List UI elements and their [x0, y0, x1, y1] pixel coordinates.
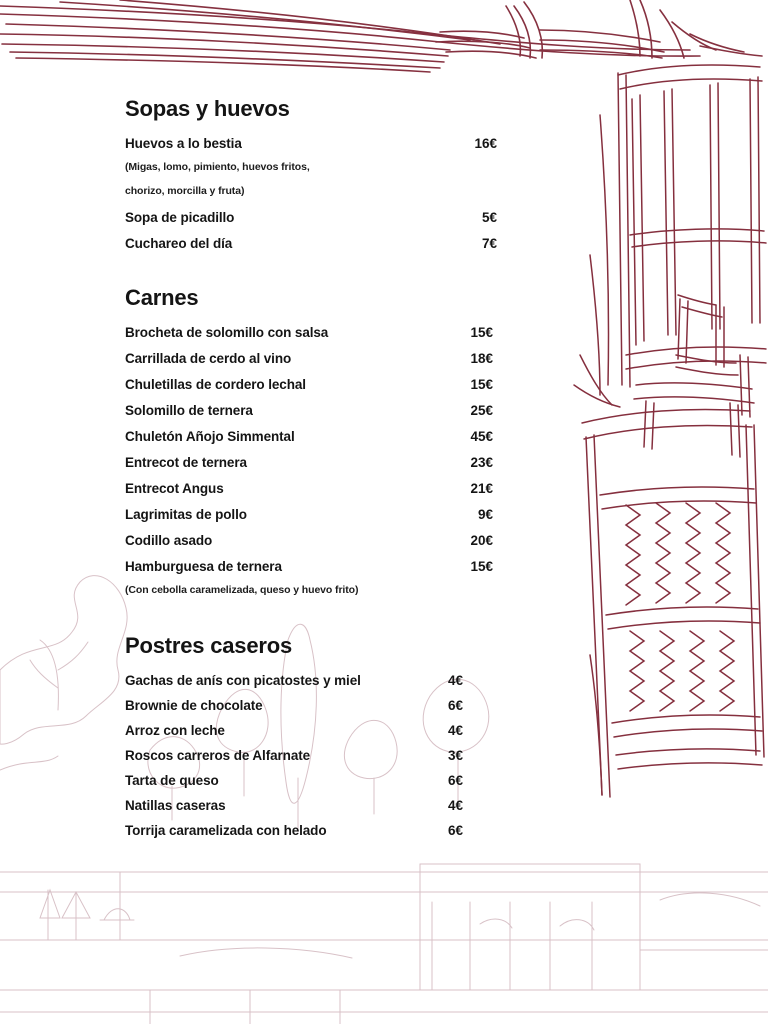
menu-item [125, 377, 515, 392]
menu-item [125, 507, 515, 522]
menu-item-price: 4€ [447, 797, 463, 813]
menu-item-note [125, 160, 515, 199]
menu-item-price: 18€ [470, 351, 493, 367]
window-and-chair-sketch [560, 55, 768, 815]
menu-item [125, 481, 515, 496]
menu-item-price: 7€ [481, 236, 497, 252]
menu-item-name: Arroz con leche [125, 722, 225, 738]
menu-item [125, 773, 515, 788]
menu-item-name: Sopa de picadillo [125, 210, 235, 226]
menu-item-name: Roscos carreros de Alfarnate [125, 747, 311, 763]
menu-item [125, 236, 515, 251]
menu-item-price: 6€ [447, 772, 463, 788]
menu-item-price: 6€ [447, 697, 463, 713]
menu-item-name: Brownie de chocolate [125, 697, 263, 713]
menu-item-name: Huevos a lo bestia [125, 136, 242, 151]
menu-item [125, 533, 515, 548]
menu-item [125, 455, 515, 470]
menu-item [125, 698, 515, 713]
menu-item-name: Entrecot Angus [125, 481, 224, 497]
menu-item-name: Natillas caseras [125, 797, 226, 813]
menu-item-name: Chuletón Añojo Simmental [125, 429, 295, 445]
menu-item-price: 25€ [470, 403, 493, 419]
menu-item-price: 5€ [481, 210, 497, 226]
menu-item-price: 15€ [470, 325, 493, 341]
menu-item-price: 4€ [447, 722, 463, 738]
menu-item [125, 429, 515, 444]
menu-item-price: 15€ [470, 559, 493, 575]
menu-item-price: 4€ [447, 672, 463, 688]
menu-item [125, 136, 515, 151]
menu-item-name: Codillo asado [125, 533, 213, 549]
menu-item-name: Torrija caramelizada con helado [125, 822, 327, 838]
menu-item-name: Brocheta de solomillo con salsa [125, 325, 329, 341]
menu-content [125, 96, 515, 848]
menu-item [125, 559, 515, 574]
menu-item-note-line: (Con cebolla caramelizada, queso y huevo frito) [125, 584, 359, 597]
menu-item-price: 20€ [470, 533, 493, 549]
menu-section-carnes [125, 285, 515, 598]
menu-item-price: 6€ [447, 822, 463, 838]
menu-item [125, 351, 515, 366]
menu-item [125, 210, 515, 225]
section-title: Sopas y huevos [125, 96, 290, 121]
menu-item [125, 823, 515, 838]
section-title: Carnes [125, 285, 199, 311]
menu-item-name: Carrillada de cerdo al vino [125, 351, 292, 367]
menu-item-name: Solomillo de ternera [125, 403, 253, 419]
menu-item-name: Cuchareo del día [125, 236, 233, 252]
menu-item [125, 798, 515, 813]
menu-item-price: 45€ [470, 429, 493, 445]
menu-item-price: 21€ [470, 481, 493, 497]
menu-item-note-line: chorizo, morcilla y fruta) [125, 185, 245, 198]
menu-item-note-line: (Migas, lomo, pimiento, huevos fritos, [125, 161, 310, 173]
menu-section-sopas-y-huevos [125, 96, 515, 251]
menu-item-name: Entrecot de ternera [125, 455, 247, 471]
menu-item [125, 673, 515, 688]
menu-item-name: Gachas de anís con picatostes y miel [125, 672, 361, 688]
menu-section-postres-caseros [125, 633, 515, 838]
menu-item-name: Chuletillas de cordero lechal [125, 377, 306, 393]
top-beam-sketch [0, 0, 768, 90]
menu-item [125, 723, 515, 738]
section-title: Postres caseros [125, 632, 292, 658]
menu-item-price: 16€ [474, 136, 497, 151]
menu-item-note [125, 583, 515, 598]
menu-item [125, 403, 515, 418]
menu-item [125, 325, 515, 340]
menu-item-name: Lagrimitas de pollo [125, 507, 247, 523]
menu-item-price: 9€ [477, 507, 493, 523]
menu-item-price: 15€ [470, 377, 493, 393]
menu-item [125, 748, 515, 763]
menu-item-name: Hamburguesa de ternera [125, 559, 282, 575]
menu-item-price: 23€ [470, 455, 493, 471]
menu-item-name: Tarta de queso [125, 772, 219, 788]
menu-item-price: 3€ [447, 747, 463, 763]
